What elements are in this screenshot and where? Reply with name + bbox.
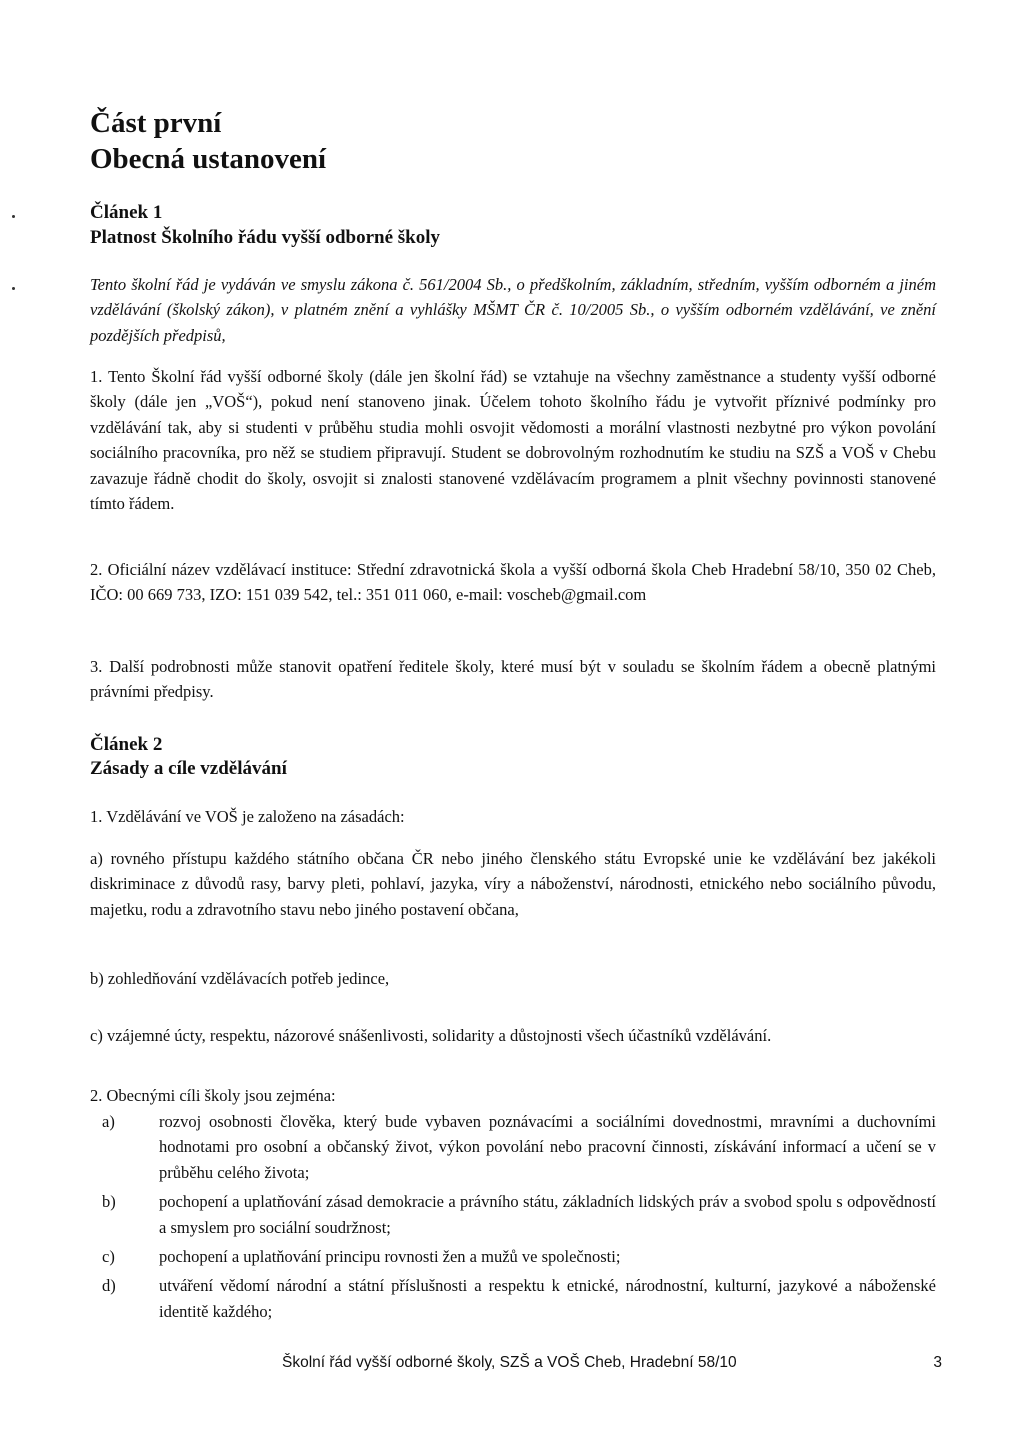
list-text: pochopení a uplatňování principu rovnosti žen a mužů ve společnosti; xyxy=(159,1247,621,1267)
list-text: rozvoj osobnosti člověka, který bude vybaven poznávacími a sociálními dovednostmi, mravními a duchovními hodnotami pro osobní a občanský život, výkon povolání nebo pracovní činnosti, získávání informací a učení se v průběhu celého života; xyxy=(159,1112,936,1182)
article1-paragraph-3: 3. Další podrobnosti může stanovit opatření ředitele školy, které musí být v souladu se školním řádem a obecně platnými právními předpisy. xyxy=(90,657,936,702)
list-item xyxy=(90,1244,936,1269)
article1-paragraph-1: 1. Tento Školní řád vyšší odborné školy (dále jen školní řád) se vztahuje na všechny zaměstnance a studenty vyšší odborné školy (dále jen „VOŠ“), pokud není stanoveno jinak. Účelem tohoto školního řádu je vytvořit příznivé podmínky pro vzdělávání tak, aby si studenti v průběhu studia mohli osvojit vědomosti a morální vlastnosti nezbytné pro výkon povolání sociálního pracovníka, pro něž se studiem připravují. Student se dobrovolným rozhodnutím ke studiu na SZŠ a VOŠ v Chebu zavazuje řádně chodit do školy, osvojit si znalosti stanovené vzdělávacím programem a plnit všechny povinnosti stanovené tímto řádem. xyxy=(90,367,936,514)
article2-number: Článek 2 xyxy=(90,734,163,755)
goals-list xyxy=(90,1109,936,1328)
page-number: 3 xyxy=(933,1354,942,1371)
list-text: pochopení a uplatňování zásad demokracie a právního státu, základních lidských práv a svobod spolu s odpovědností a smyslem pro sociální soudržnost; xyxy=(159,1192,936,1237)
article2-paragraph-1: 1. Vzdělávání ve VOŠ je založeno na zásadách: xyxy=(90,807,405,826)
principle-a: a) rovného přístupu každého státního občana ČR nebo jiného členského státu Evropské unie ke vzdělávání bez jakékoli diskriminace z důvodů rasy, barvy pleti, pohlaví, jazyka, víry a náboženství, národnosti, etnického nebo sociálního původu, majetku, rodu a zdravotního stavu nebo jiného postavení občana, xyxy=(90,849,936,919)
article1-number: Článek 1 xyxy=(90,202,163,223)
margin-dot xyxy=(12,287,15,290)
list-marker: b) xyxy=(102,1192,116,1212)
principle-b: b) zohledňování vzdělávacích potřeb jedince, xyxy=(90,969,390,988)
list-text: utváření vědomí národní a státní příslušnosti a respektu k etnické, národnostní, kulturní, jazykové a náboženské identitě každého; xyxy=(159,1276,936,1321)
article2-paragraph-2: 2. Obecnými cíli školy jsou zejména: xyxy=(90,1086,336,1105)
list-item xyxy=(90,1189,936,1240)
article2-title: Zásady a cíle vzdělávání xyxy=(90,758,287,779)
article1-paragraph-2: 2. Oficiální název vzdělávací instituce: Střední zdravotnická škola a vyšší odborná škola Cheb Hradební 58/10, 350 02 Cheb, IČO: 00 669 733, IZO: 151 039 542, tel.: 351 011 060, e-mail: voscheb@gmail.com xyxy=(90,560,936,605)
article1-intro: Tento školní řád je vydáván ve smyslu zákona č. 561/2004 Sb., o předškolním, základním, středním, vyšším odborném a jiném vzdělávání (školský zákon), v platném znění a vyhlášky MŠMT ČR č. 10/2005 Sb., o vyšším odborném vzdělávání, ve znění pozdějších předpisů, xyxy=(90,275,936,345)
article1-title: Platnost Školního řádu vyšší odborné školy xyxy=(90,227,441,248)
list-item xyxy=(90,1109,936,1185)
list-marker: d) xyxy=(102,1276,116,1296)
list-marker: a) xyxy=(102,1112,115,1131)
footer-text: Školní řád vyšší odborné školy, SZŠ a VOŠ Cheb, Hradební 58/10 xyxy=(282,1354,737,1371)
list-marker: c) xyxy=(102,1247,115,1267)
part-subtitle: Obecná ustanovení xyxy=(90,143,327,175)
margin-dot xyxy=(12,215,15,218)
principle-c: c) vzájemné úcty, respektu, názorové snášenlivosti, solidarity a důstojnosti všech účastníků vzdělávání. xyxy=(90,1026,772,1045)
part-title: Část první xyxy=(90,107,222,139)
page-footer xyxy=(282,1352,942,1374)
list-item xyxy=(90,1273,936,1324)
